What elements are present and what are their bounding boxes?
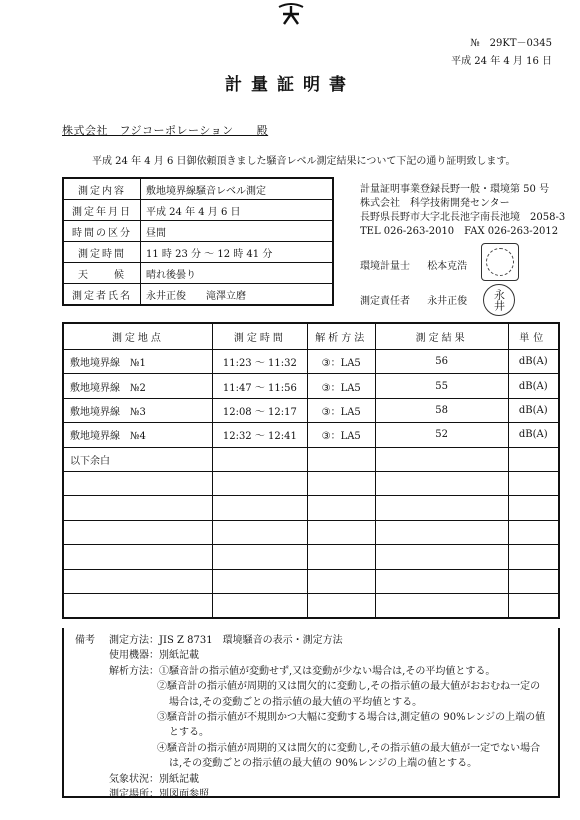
method-cell bbox=[307, 447, 375, 471]
column-header: 測定地点 bbox=[63, 323, 212, 350]
time-cell bbox=[212, 447, 307, 471]
table-row bbox=[63, 350, 559, 374]
notes-body bbox=[75, 633, 545, 802]
company-address: 長野県長野市大字北長池字南長池境 2058-3 bbox=[360, 212, 566, 223]
empty-row bbox=[63, 520, 559, 544]
addressee: 株式会社 フジコーポレーション 殿 bbox=[62, 124, 269, 137]
method-cell: ③：LA5 bbox=[307, 350, 375, 374]
manager-name: 永井正俊 bbox=[427, 296, 468, 307]
empty-row bbox=[63, 593, 559, 618]
unit-cell: dB(A) bbox=[508, 374, 559, 398]
seal-text: 永井 bbox=[492, 289, 506, 311]
table-row bbox=[63, 374, 559, 398]
point-cell: 敷地境界線 №4 bbox=[63, 423, 212, 447]
result-cell: 52 bbox=[375, 423, 508, 447]
note-line: 解析方法：①騒音計の指示値が変動せず,又は変動が少ない場合は,その平均値とする。 bbox=[109, 665, 496, 677]
info-label: 測定者氏名 bbox=[63, 284, 141, 306]
registration-number: 計量証明事業登録長野一般・環境第 50 号 bbox=[360, 184, 550, 195]
unit-cell: dB(A) bbox=[508, 350, 559, 374]
company-logo-icon bbox=[276, 2, 306, 26]
result-cell: 55 bbox=[375, 374, 508, 398]
column-header: 測定結果 bbox=[375, 323, 508, 350]
table-row bbox=[63, 423, 559, 447]
column-header: 単位 bbox=[508, 323, 559, 350]
unit-cell: dB(A) bbox=[508, 423, 559, 447]
empty-row bbox=[63, 496, 559, 520]
point-cell: 敷地境界線 №1 bbox=[63, 350, 212, 374]
results-header-row bbox=[63, 323, 559, 350]
info-row bbox=[63, 284, 333, 306]
info-label: 天 候 bbox=[63, 263, 141, 284]
manager-seal-icon bbox=[483, 284, 515, 316]
column-header: 解析方法 bbox=[307, 323, 375, 350]
result-cell: 56 bbox=[375, 350, 508, 374]
time-cell: 11:23 ～ 11:32 bbox=[212, 350, 307, 374]
issuer-block bbox=[360, 183, 565, 239]
intro-text: 平成 24 年 4 月 6 日御依頼頂きました騒音レベル測定結果について下記の通り証明致します。 bbox=[92, 156, 516, 167]
note-line: 気象状況：別紙記載 bbox=[109, 773, 199, 785]
time-cell: 11:47 ～ 11:56 bbox=[212, 374, 307, 398]
column-header: 測定時間 bbox=[212, 323, 307, 350]
note-line: 測定場所：別図面参照 bbox=[109, 789, 209, 801]
note-line: 使用機器：別紙記載 bbox=[109, 650, 199, 662]
table-row bbox=[63, 447, 559, 471]
note-line: ④騒音計の指示値が周期的又は間欠的に変動し,その指示値の最大値が一定でない場合 bbox=[157, 742, 541, 754]
document-number: № 29KT－0345 bbox=[470, 38, 552, 49]
certifier-name: 松本克浩 bbox=[427, 261, 468, 272]
info-row bbox=[63, 221, 333, 242]
time-cell: 12:32 ～ 12:41 bbox=[212, 423, 307, 447]
table-row bbox=[63, 398, 559, 422]
info-value: 敷地境界線騒音レベル測定 bbox=[141, 178, 334, 200]
time-cell: 12:08 ～ 12:17 bbox=[212, 398, 307, 422]
note-line: ③騒音計の指示値が不規則かつ大幅に変動する場合は,測定値の 90%レンジの上端の値 bbox=[157, 712, 546, 724]
info-value: 平成 24 年 4 月 6 日 bbox=[141, 200, 334, 221]
info-row bbox=[63, 242, 333, 263]
note-line: は,その変動ごとの指示値の最大値の 90%レンジの上端の値とする。 bbox=[169, 758, 478, 770]
company-contact: TEL 026-263-2010 FAX 026-263-2012 bbox=[360, 226, 559, 237]
result-cell bbox=[375, 447, 508, 471]
info-label: 測定内容 bbox=[63, 178, 141, 200]
note-line: 測定方法：JIS Z 8731 環境騒音の表示・測定方法 bbox=[109, 635, 343, 646]
empty-row bbox=[63, 569, 559, 593]
result-cell: 58 bbox=[375, 398, 508, 422]
point-cell: 敷地境界線 №2 bbox=[63, 374, 212, 398]
empty-row bbox=[63, 545, 559, 569]
note-line: ②騒音計の指示値が周期的又は間欠的に変動し,その指示値の最大値がおおむね一定の bbox=[157, 681, 541, 693]
info-value: 11 時 23 分 ～ 12 時 41 分 bbox=[141, 242, 334, 263]
certifier-label: 環境計量士 bbox=[360, 261, 410, 272]
info-row bbox=[63, 178, 333, 200]
method-cell: ③：LA5 bbox=[307, 398, 375, 422]
method-cell: ③：LA5 bbox=[307, 423, 375, 447]
issue-date: 平成 24 年 4 月 16 日 bbox=[451, 56, 552, 67]
measurement-info-table bbox=[62, 177, 334, 306]
info-label: 時間の区分 bbox=[63, 221, 141, 242]
point-cell: 敷地境界線 №3 bbox=[63, 398, 212, 422]
certifier-row bbox=[360, 257, 467, 272]
note-line: とする。 bbox=[169, 727, 209, 739]
info-label: 測定年月日 bbox=[63, 200, 141, 221]
page-title: 計量証明書 bbox=[225, 75, 355, 95]
info-value: 昼間 bbox=[141, 221, 334, 242]
info-value: 晴れ後曇り bbox=[141, 263, 334, 284]
unit-cell: dB(A) bbox=[508, 398, 559, 422]
info-row bbox=[63, 263, 333, 284]
info-value: 永井正俊 滝澤立磨 bbox=[141, 284, 334, 306]
company-name: 株式会社 科学技術開発センター bbox=[360, 198, 510, 209]
point-cell: 以下余白 bbox=[63, 447, 212, 471]
unit-cell bbox=[508, 447, 559, 471]
note-line: 場合は,その変動ごとの指示値の最大値の平均値とする。 bbox=[169, 696, 423, 708]
certifier-seal-icon bbox=[481, 243, 519, 281]
empty-row bbox=[63, 471, 559, 495]
results-table bbox=[62, 322, 560, 619]
method-cell: ③：LA5 bbox=[307, 374, 375, 398]
info-label: 測定時間 bbox=[63, 242, 141, 263]
manager-label: 測定責任者 bbox=[360, 296, 410, 307]
notes-label: 備考 bbox=[75, 635, 95, 646]
info-row bbox=[63, 200, 333, 221]
manager-row bbox=[360, 292, 467, 307]
